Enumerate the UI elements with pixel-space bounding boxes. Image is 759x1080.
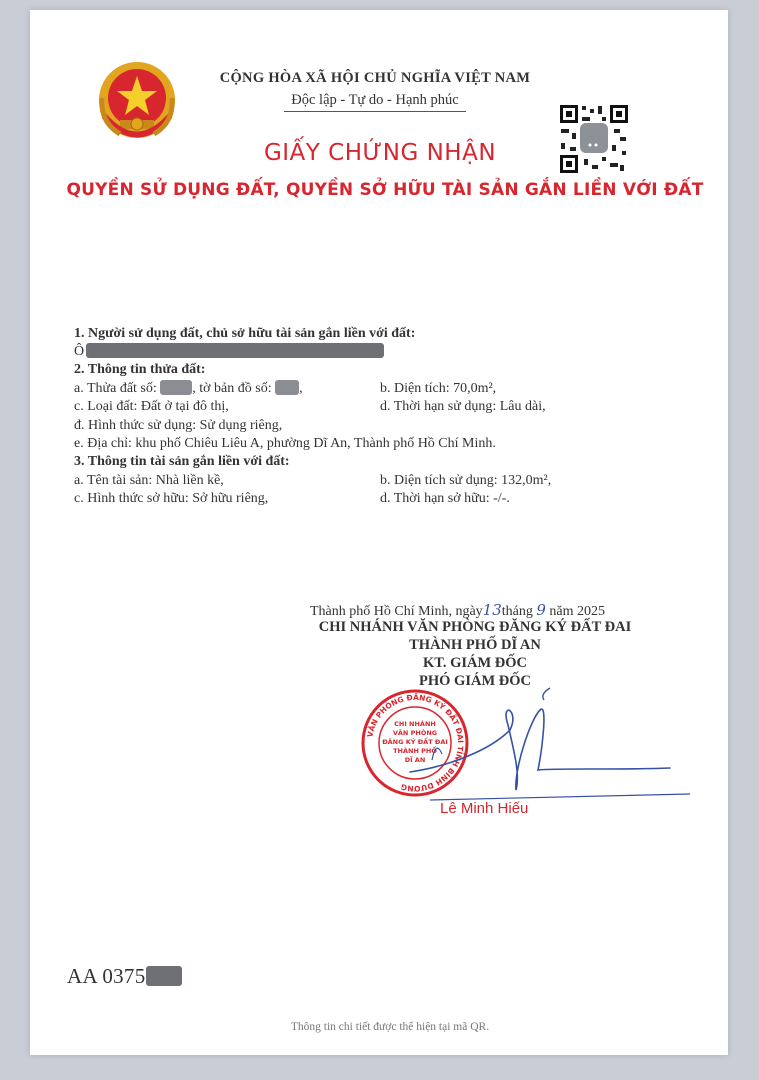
land-type: c. Loại đất: Đất ở tại đô thị, <box>74 399 229 414</box>
land-use-term: d. Thời hạn sử dụng: Lâu dài, <box>380 399 546 414</box>
motto-underline <box>284 111 466 112</box>
redacted-owner-name <box>86 343 384 358</box>
year-label: năm 2025 <box>549 604 606 619</box>
land-use-form: đ. Hình thức sử dụng: Sử dụng riêng, <box>74 418 283 433</box>
issue-month: 9 <box>536 601 546 619</box>
section-3-heading: 3. Thông tin tài sản gắn liền với đất: <box>74 454 290 469</box>
signer-name: Lê Minh Hiếu <box>440 800 529 817</box>
map-sheet-label: , tờ bản đồ số: <box>192 381 272 396</box>
asset-usable-area: b. Diện tích sử dụng: 132,0m², <box>380 473 552 488</box>
owner-prefix: Ô <box>74 344 85 359</box>
seal-line-3: ĐĂNG KÝ ĐẤT ĐAI <box>382 738 448 746</box>
owner-line <box>74 343 384 361</box>
national-motto: Độc lập - Tự do - Hạnh phúc <box>291 92 459 108</box>
issue-place-date <box>310 601 605 620</box>
parcel-line: a. Thửa đất số: , tờ bản đồ số: , <box>74 381 303 396</box>
redacted-serial-suffix <box>146 966 182 986</box>
nation-name: CỘNG HÒA XÃ HỘI CHỦ NGHĨA VIỆT NAM <box>219 70 531 86</box>
seal-outer-text: VĂN PHÒNG ĐĂNG KÝ ĐẤT ĐAI TỈNH BÌNH DƯƠNG <box>365 692 466 794</box>
office-line-1: CHI NHÁNH VĂN PHÒNG ĐĂNG KÝ ĐẤT ĐAI <box>318 619 632 635</box>
ownership-form: c. Hình thức sở hữu: Sở hữu riêng, <box>74 491 269 506</box>
seal-line-1: CHI NHÁNH <box>394 720 436 728</box>
ownership-term: d. Thời hạn sở hữu: -/-. <box>380 491 510 506</box>
signer-position: PHÓ GIÁM ĐỐC <box>419 673 531 689</box>
office-line-2: THÀNH PHỐ DĨ AN <box>409 637 541 653</box>
section-1-heading: 1. Người sử dụng đất, chủ sở hữu tài sản gắn liền với đất: <box>74 326 416 341</box>
month-label: tháng <box>501 604 533 619</box>
certificate-serial <box>67 964 182 989</box>
certificate-subtitle: QUYỀN SỬ DỤNG ĐẤT, QUYỀN SỞ HỮU TÀI SẢN GẮN LIỀN VỚI ĐẤT <box>66 180 704 200</box>
seal-line-4: THÀNH PHỐ <box>393 747 437 755</box>
certificate-title: GIẤY CHỨNG NHẬN <box>263 140 497 166</box>
asset-name: a. Tên tài sản: Nhà liền kề, <box>74 473 224 488</box>
parcel-number-label: a. Thửa đất số: <box>74 381 157 396</box>
seal-line-5: DĨ AN <box>404 756 426 764</box>
issue-place: Thành phố Hồ Chí Minh, ngày <box>310 604 483 619</box>
on-behalf-title: KT. GIÁM ĐỐC <box>422 655 528 671</box>
handwritten-signature <box>370 680 710 810</box>
section-2-heading: 2. Thông tin thửa đất: <box>74 362 206 377</box>
land-address: e. Địa chỉ: khu phố Chiêu Liêu A, phường Dĩ An, Thành phố Hồ Chí Minh. <box>74 436 496 451</box>
redacted-parcel-number <box>160 380 192 395</box>
national-emblem-icon <box>94 58 180 148</box>
redacted-map-sheet <box>275 380 299 395</box>
land-area: b. Diện tích: 70,0m², <box>380 381 497 396</box>
qr-footer-note: Thông tin chi tiết được thể hiện tại mã QR. <box>290 1021 490 1033</box>
serial-number: AA 0375 <box>67 964 146 988</box>
issue-day: 13 <box>482 601 502 619</box>
seal-line-2: VĂN PHÒNG <box>392 729 438 737</box>
